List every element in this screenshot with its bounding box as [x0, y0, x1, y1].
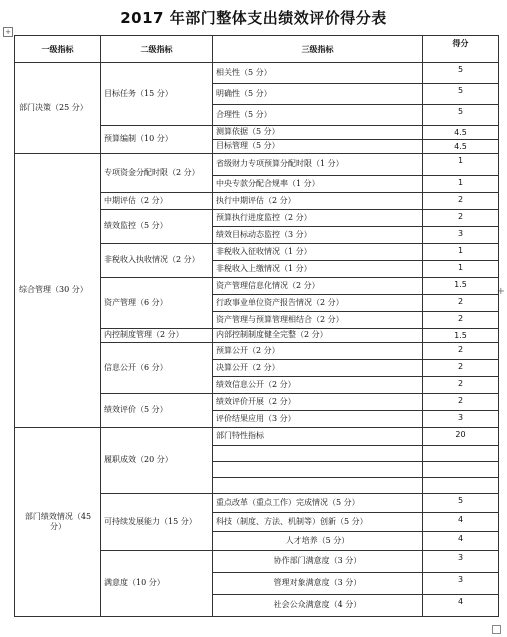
score-cell: 4 — [423, 595, 499, 617]
table-body — [15, 63, 499, 617]
level3-cell — [213, 478, 423, 494]
score-cell: 2 — [423, 210, 499, 227]
table-row — [15, 154, 499, 176]
score-cell: 2 — [423, 295, 499, 312]
level3-cell: 科技（制度、方法、机制等）创新（5 分） — [213, 513, 423, 532]
score-cell: 3 — [423, 551, 499, 573]
header-level3: 三级指标 — [213, 36, 423, 63]
page-title: 2017 年部门整体支出绩效评价得分表 — [120, 9, 387, 27]
level3-cell: 测算依据（5 分） — [213, 126, 423, 140]
table-move-handle-icon[interactable]: + — [3, 27, 13, 37]
score-cell — [423, 462, 499, 478]
level3-cell: 非税收入上缴情况（1 分） — [213, 261, 423, 278]
level1-cell: 部门决策（25 分） — [15, 63, 101, 154]
level3-cell: 非税收入征收情况（1 分） — [213, 244, 423, 261]
level2-cell: 预算编制（10 分） — [101, 126, 213, 154]
score-cell — [423, 478, 499, 494]
score-cell: 4.5 — [423, 140, 499, 154]
level3-cell — [213, 462, 423, 478]
level3-cell: 中央专款分配合规率（1 分） — [213, 176, 423, 193]
level2-cell: 目标任务（15 分） — [101, 63, 213, 126]
level3-cell: 执行中期评估（2 分） — [213, 193, 423, 210]
level2-cell: 绩效监控（5 分） — [101, 210, 213, 244]
score-cell: 1.5 — [423, 278, 499, 295]
score-cell: 1 — [423, 176, 499, 193]
level3-cell: 省级财力专项预算分配时限（1 分） — [213, 154, 423, 176]
level3-cell: 预算执行进度监控（2 分） — [213, 210, 423, 227]
header-level2: 二级指标 — [101, 36, 213, 63]
level2-cell: 可持续发展能力（15 分） — [101, 494, 213, 551]
score-cell: 2 — [423, 360, 499, 377]
score-cell: 20 — [423, 428, 499, 446]
table-row — [15, 428, 499, 446]
score-cell: 1.5 — [423, 329, 499, 343]
score-cell: 2 — [423, 394, 499, 411]
level3-cell: 行政事业单位资产报告情况（2 分） — [213, 295, 423, 312]
score-cell: 2 — [423, 193, 499, 210]
score-cell: 2 — [423, 377, 499, 394]
score-cell: 5 — [423, 105, 499, 126]
level2-cell: 专项资金分配时限（2 分） — [101, 154, 213, 193]
level1-cell: 综合管理（30 分） — [15, 154, 101, 428]
score-cell: 1 — [423, 244, 499, 261]
score-cell: 4 — [423, 513, 499, 532]
score-cell: 3 — [423, 411, 499, 428]
level3-cell: 评价结果应用（3 分） — [213, 411, 423, 428]
level3-cell: 人才培养（5 分） — [213, 532, 423, 551]
level3-cell: 相关性（5 分） — [213, 63, 423, 84]
level2-cell: 资产管理（6 分） — [101, 278, 213, 329]
level3-cell: 预算公开（2 分） — [213, 343, 423, 360]
table-resize-handle-icon[interactable] — [492, 625, 501, 634]
level3-cell: 决算公开（2 分） — [213, 360, 423, 377]
level2-cell: 内控制度管理（2 分） — [101, 329, 213, 343]
level3-cell: 绩效目标动态监控（3 分） — [213, 227, 423, 244]
level3-cell: 绩效信息公开（2 分） — [213, 377, 423, 394]
row-insert-icon[interactable]: + — [496, 286, 505, 297]
level3-cell: 合理性（5 分） — [213, 105, 423, 126]
level3-cell: 管理对象满意度（3 分） — [213, 573, 423, 595]
level3-cell: 资产管理与预算管理相结合（2 分） — [213, 312, 423, 329]
level2-cell: 履职成效（20 分） — [101, 428, 213, 494]
level3-cell — [213, 446, 423, 462]
table-row — [15, 63, 499, 84]
level2-cell: 非税收入执收情况（2 分） — [101, 244, 213, 278]
level2-cell: 中期评估（2 分） — [101, 193, 213, 210]
score-cell — [423, 446, 499, 462]
level3-cell: 内部控制制度健全完整（2 分） — [213, 329, 423, 343]
level3-cell: 资产管理信息化情况（2 分） — [213, 278, 423, 295]
level3-cell: 明确性（5 分） — [213, 84, 423, 105]
level3-cell: 重点改革（重点工作）完成情况（5 分） — [213, 494, 423, 513]
level3-cell: 部门特性指标 — [213, 428, 423, 446]
header-level1: 一级指标 — [15, 36, 101, 63]
score-cell: 4.5 — [423, 126, 499, 140]
score-cell: 2 — [423, 312, 499, 329]
score-table — [14, 35, 499, 617]
header-row — [15, 36, 499, 63]
level2-cell: 信息公开（6 分） — [101, 343, 213, 394]
level3-cell: 社会公众满意度（4 分） — [213, 595, 423, 617]
score-cell: 3 — [423, 573, 499, 595]
level2-cell: 满意度（10 分） — [101, 551, 213, 617]
score-cell: 2 — [423, 343, 499, 360]
score-cell: 1 — [423, 261, 499, 278]
score-cell: 1 — [423, 154, 499, 176]
level3-cell: 目标管理（5 分） — [213, 140, 423, 154]
header-score: 得分 — [423, 36, 499, 63]
level1-cell: 部门绩效情况（45 分） — [15, 428, 101, 617]
score-cell: 5 — [423, 494, 499, 513]
score-cell: 5 — [423, 63, 499, 84]
level3-cell: 绩效评价开展（2 分） — [213, 394, 423, 411]
level2-cell: 绩效评价（5 分） — [101, 394, 213, 428]
level3-cell: 协作部门满意度（3 分） — [213, 551, 423, 573]
score-cell: 5 — [423, 84, 499, 105]
score-cell: 4 — [423, 532, 499, 551]
score-cell: 3 — [423, 227, 499, 244]
